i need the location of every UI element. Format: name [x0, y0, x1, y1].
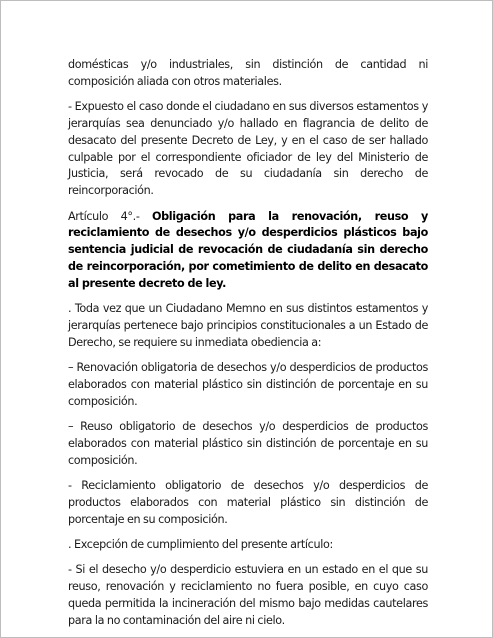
paragraph-obedience: . Toda vez que un Ciudadano Memno en sus distintos estamentos y jerarquías pertenece bajo principios constitucionales a un Estado de Derecho, se requiere su inmediata obediencia a:: [68, 302, 428, 349]
list-item-renovation: – Renovación obligatoria de desechos y/o desperdicios de productos elaborados con material plástico sin distinción de porcentaje en su composición.: [68, 361, 428, 408]
paragraph-sanction: - Expuesto el caso donde el ciudadano en sus diversos estamentos y jerarquías sea denunciado y/o hallado en flagrancia de delito de desacato del presente Decreto de Ley, y en el caso de ser hallado culpable por el correspondiente oficiador de ley del Ministerio de Justicia, será revocado de su ciudadanía sin derecho de reincorporación.: [68, 100, 428, 198]
document-body: [68, 57, 428, 638]
paragraph-exception-heading: . Excepción de cumplimiento del presente artículo:: [68, 538, 333, 552]
list-item-reuse: – Reuso obligatorio de desechos y/o desperdicios de productos elaborados con material plástico sin distinción de porcentaje en su composición.: [68, 420, 428, 467]
article-4: [68, 209, 428, 293]
paragraph-exception: - Si el desecho y/o desperdicio estuviera en un estado en el que su reuso, renovación y reciclamiento no fuera posible, en cuyo caso queda permitida la incineración del mismo bajo medidas cautelares para la no contaminación del aire ni cielo.: [68, 563, 428, 627]
list-item-recycling: - Reciclamiento obligatorio de desechos y/o desperdicios de productos elaborados con material plástico sin distinción de porcentaje en su composición.: [68, 479, 428, 526]
article-label: Artículo 4°.-: [68, 209, 140, 223]
paragraph-materials: domésticas y/o industriales, sin distinción de cantidad ni composición aliada con otros materiales.: [68, 58, 428, 88]
article-heading: Obligación para la renovación, reuso y reciclamiento de desechos y/o desperdicios plásticos bajo sentencia judicial de revocación de ciudadanía sin derecho de reincorporación, por cometimiento de delito en desacato al presente decreto de ley.: [68, 209, 428, 290]
